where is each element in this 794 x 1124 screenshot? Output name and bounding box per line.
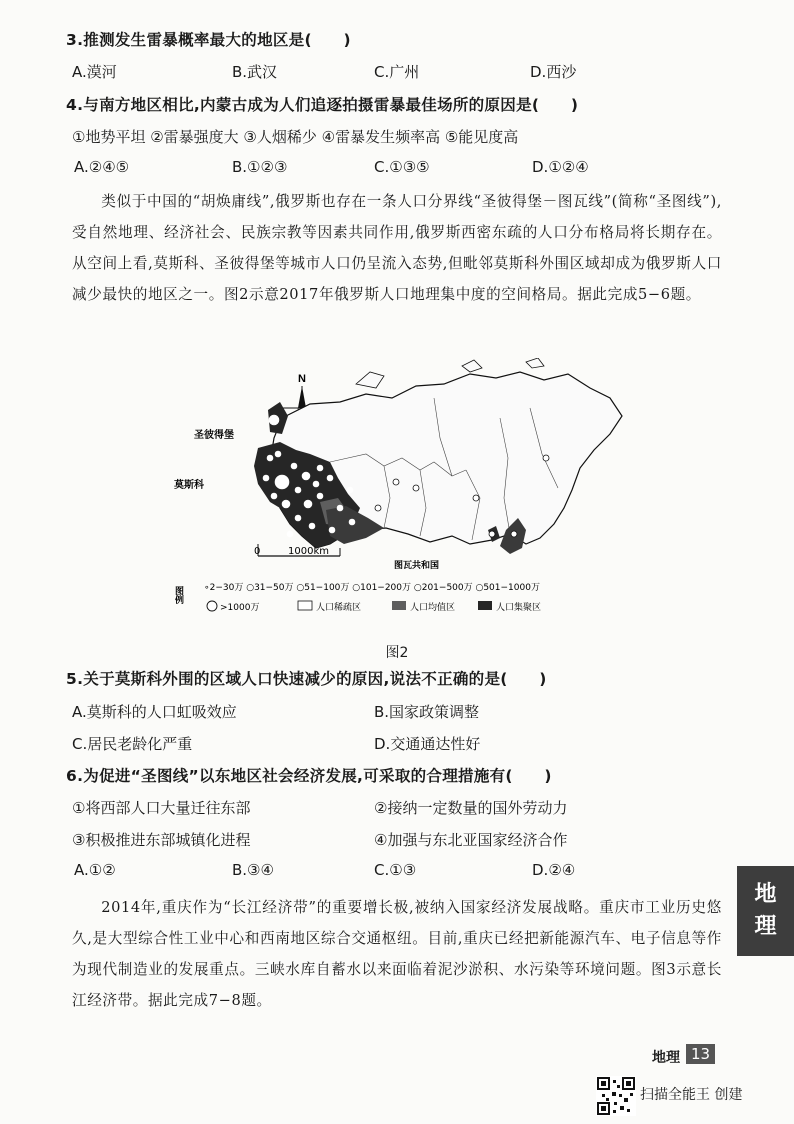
q6-option-c: C.①③: [374, 861, 417, 879]
legend-swatch-dense: [478, 601, 492, 610]
city-marker-icon: [263, 475, 269, 481]
city-marker-icon: [309, 523, 315, 529]
question-3-stem: 3.推测发生雷暴概率最大的地区是( ): [66, 31, 351, 49]
legend-big-city: >1000万: [220, 603, 260, 613]
scale-value: 1000km: [288, 546, 329, 557]
q5-option-d: D.交通通达性好: [374, 735, 481, 753]
q3-option-c: C.广州: [374, 63, 420, 81]
russia-population-map: [170, 358, 630, 618]
label-saint-petersburg: 圣彼得堡: [194, 430, 234, 441]
legend-title: 图例: [173, 586, 183, 604]
legend-swatch-sparse: [298, 601, 312, 610]
legend-swatch-mean: [392, 601, 406, 610]
city-marker-icon: [291, 463, 297, 469]
city-marker-icon: [295, 515, 301, 521]
city-marker-icon: [473, 495, 479, 501]
footer-subject: 地理: [652, 1050, 680, 1066]
city-marker-icon: [329, 527, 335, 533]
scanner-watermark: 扫描全能王 创建: [640, 1087, 743, 1103]
scale-zero: 0: [254, 546, 261, 557]
question-4-stem: 4.与南方地区相比,内蒙古成为人们追逐拍摄雷暴最佳场所的原因是( ): [66, 96, 579, 114]
label-moscow: 莫斯科: [174, 480, 204, 491]
q6-item-3: ③积极推进东部城镇化进程: [72, 831, 251, 849]
q6-option-d: D.②④: [532, 861, 576, 879]
city-marker-icon: [302, 472, 310, 480]
city-marker-icon: [511, 531, 517, 537]
q6-item-1: ①将西部人口大量迁往东部: [72, 799, 251, 817]
q6-option-b: B.③④: [232, 861, 274, 879]
legend-sizes: ∘2−30万 ○31−50万 ○51−100万 ○101−200万 ○201−500万 ○501−1000万: [204, 583, 540, 593]
q4-option-b: B.①②③: [232, 158, 288, 176]
city-marker-icon: [313, 481, 319, 487]
q4-option-c: C.①③⑤: [374, 158, 430, 176]
q3-option-a: A.漠河: [72, 63, 117, 81]
side-tab-char-1: 地: [754, 882, 777, 907]
city-marker-icon: [287, 531, 293, 537]
question-5-stem: 5.关于莫斯科外围的区域人口快速减少的原因,说法不正确的是( ): [66, 670, 547, 688]
page-number: 13: [686, 1044, 715, 1064]
passage-chongqing-text: 2014年,重庆作为“长江经济带”的重要增长极,被纳入国家经济发展战略。重庆市工业历史悠久,是大型综合性工业中心和西南地区综合交通枢纽。目前,重庆已经把新能源汽车、电子信息等作为现代制造业的发展重点。三峡水库自蓄水以来面临着泥沙淤积、水污染等环境问题。图3示意长江经济带。据此完成7−8题。: [72, 899, 722, 1009]
city-marker-icon: [543, 455, 549, 461]
q4-option-d: D.①②④: [532, 158, 589, 176]
north-label: N: [298, 373, 306, 385]
city-marker-icon: [275, 451, 281, 457]
scale-bar: [254, 544, 340, 557]
legend-mean: 人口均值区: [410, 603, 456, 613]
side-tab-char-2: 理: [754, 914, 777, 939]
city-marker-icon: [375, 505, 381, 511]
city-marker-icon: [317, 465, 323, 471]
q6-option-a: A.①②: [74, 861, 116, 879]
passage-russia: [72, 186, 722, 310]
passage-chongqing: [72, 892, 722, 1016]
q6-item-2: ②接纳一定数量的国外劳动力: [374, 799, 568, 817]
city-marker-icon: [271, 493, 277, 499]
subject-side-tab: [737, 866, 794, 956]
city-marker-icon: [347, 487, 353, 493]
passage-russia-text: 类似于中国的“胡焕庸线”,俄罗斯也存在一条人口分界线“圣彼得堡－图瓦线”(简称“圣图线”),受自然地理、经济社会、民族宗教等因素共同作用,俄罗斯西密东疏的人口分布格局将长期存在。从空间上看,莫斯科、圣彼得堡等城市人口仍呈流入态势,但毗邻莫斯科外围区域却成为俄罗斯人口减少最快的地区之一。图2示意2017年俄罗斯人口地理集中度的空间格局。据此完成5−6题。: [72, 193, 722, 303]
city-marker-icon: [267, 455, 273, 461]
q3-option-d: D.西沙: [530, 63, 577, 81]
city-marker-icon: [282, 500, 290, 508]
q5-option-b: B.国家政策调整: [374, 703, 480, 721]
figure-caption: 图2: [385, 645, 409, 661]
q5-option-a: A.莫斯科的人口虹吸效应: [72, 703, 237, 721]
city-marker-icon: [275, 475, 289, 489]
qr-code-icon: [596, 1076, 636, 1116]
question-6-stem: 6.为促进“圣图线”以东地区社会经济发展,可采取的合理措施有( ): [66, 767, 552, 785]
label-tuva: 图瓦共和国: [394, 561, 440, 571]
city-marker-icon: [393, 479, 399, 485]
q3-option-b: B.武汉: [232, 63, 278, 81]
city-marker-icon: [337, 505, 343, 511]
q5-option-c: C.居民老龄化严重: [72, 735, 193, 753]
city-marker-icon: [304, 500, 312, 508]
legend-circle-large-icon: [207, 601, 217, 611]
map-legend: [173, 582, 541, 613]
q6-item-4: ④加强与东北亚国家经济合作: [374, 831, 568, 849]
city-marker-icon: [317, 493, 323, 499]
city-marker-icon: [327, 475, 333, 481]
city-marker-icon: [413, 485, 419, 491]
legend-dense: 人口集聚区: [496, 603, 542, 613]
q4-option-a: A.②④⑤: [74, 158, 130, 176]
city-marker-icon: [269, 415, 279, 425]
q4-items: ①地势平坦 ②雷暴强度大 ③人烟稀少 ④雷暴发生频率高 ⑤能见度高: [72, 128, 519, 146]
city-marker-icon: [295, 487, 301, 493]
city-marker-icon: [489, 531, 495, 537]
legend-sparse: 人口稀疏区: [316, 603, 362, 613]
city-marker-icon: [349, 519, 355, 525]
